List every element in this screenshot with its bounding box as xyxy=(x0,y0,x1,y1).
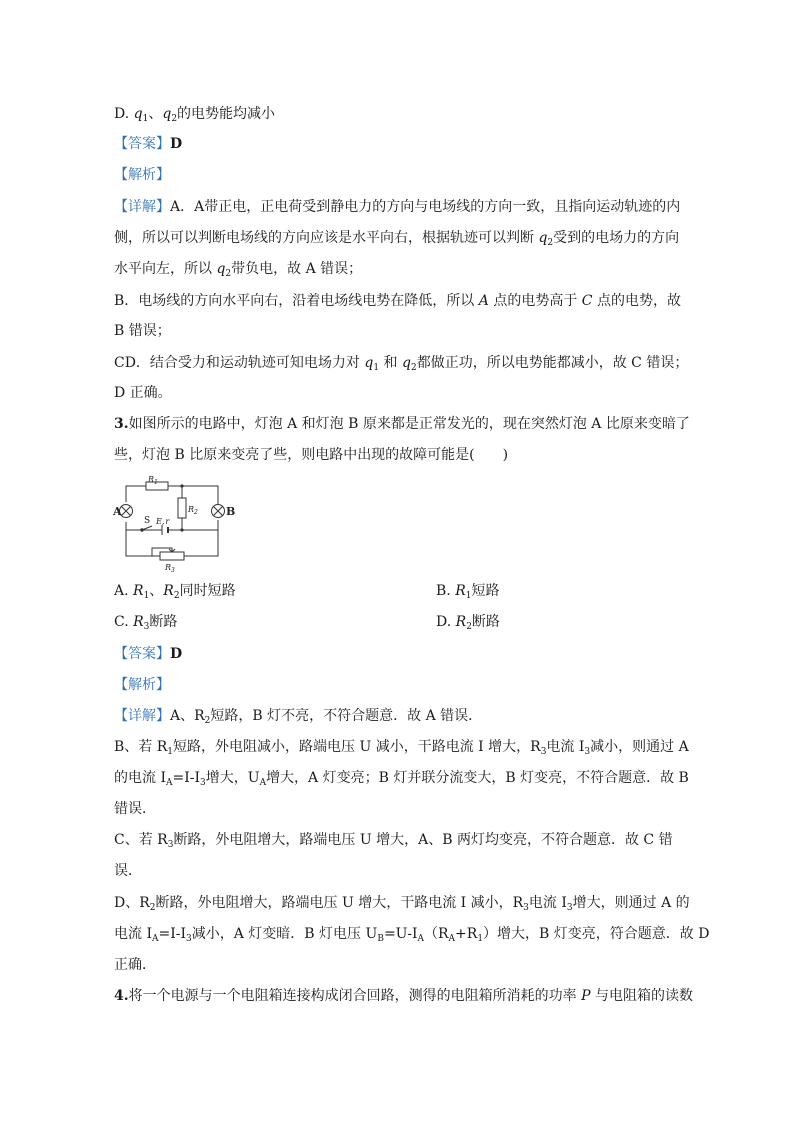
subscript: 2 xyxy=(204,716,211,726)
text: +R xyxy=(455,926,478,942)
label-r2: $R_2$ xyxy=(188,505,198,516)
text: =I-I xyxy=(158,926,187,942)
text: 、 xyxy=(149,583,164,599)
subscript: A xyxy=(448,934,456,944)
answer-value: D xyxy=(170,646,183,662)
subscript: 2 xyxy=(547,238,554,248)
text: =U-I xyxy=(383,926,418,942)
explanation-line xyxy=(114,259,694,279)
analysis-tag: 【解析】 xyxy=(114,677,170,693)
text: （R xyxy=(423,926,449,942)
subscript: 2 xyxy=(171,114,178,124)
battery-icon xyxy=(162,525,168,535)
text: =I-I xyxy=(172,770,201,786)
subscript: 3 xyxy=(186,934,192,944)
subscript: 1 xyxy=(477,934,484,944)
subscript: 2 xyxy=(410,363,417,373)
explanation-line xyxy=(114,893,694,913)
symbol: q xyxy=(364,355,374,371)
subscript: A xyxy=(165,778,173,788)
answer-tag: 【答案】 xyxy=(114,646,170,662)
label-r3: $R_3$ xyxy=(165,563,175,572)
explanation-line xyxy=(114,353,694,373)
subscript: 1 xyxy=(167,747,174,757)
subscript: 3 xyxy=(584,747,591,757)
text: 、 xyxy=(148,106,163,122)
text: D. xyxy=(114,106,134,122)
explanation-line xyxy=(114,768,694,788)
text: 误． xyxy=(114,863,142,879)
subscript: 3 xyxy=(566,903,573,913)
explanation-line xyxy=(114,291,694,311)
explanation-line xyxy=(114,321,694,341)
detail-tag: 【详解】 xyxy=(114,708,170,724)
question-3-stem xyxy=(114,414,694,434)
text: B．电场线的方向水平向右，沿着电场线电势在降低，所以 xyxy=(114,293,479,309)
text: 点的电势高于 xyxy=(488,293,582,309)
subscript: 2 xyxy=(466,622,472,632)
subscript: 1 xyxy=(143,591,150,601)
text: 如图所示的电路中，灯泡 A 和灯泡 B 原来都是正常发光的，现在突然灯泡 A 比原来变暗了 xyxy=(128,416,690,432)
question-3-stem xyxy=(114,445,694,465)
analysis-heading xyxy=(114,675,694,695)
text: B. xyxy=(436,583,456,599)
answer-value: D xyxy=(170,136,183,152)
option-d xyxy=(436,612,500,632)
text: A．A带正电，正电荷受到静电力的方向与电场线的方向一致，且指向运动轨迹的内 xyxy=(170,199,681,215)
symbol: R xyxy=(455,583,466,599)
detail-tag: 【详解】 xyxy=(114,199,170,215)
answer-tag: 【答案】 xyxy=(114,136,170,152)
text: C. xyxy=(114,614,134,630)
text: 错误． xyxy=(114,801,156,817)
text: 短路 xyxy=(471,583,500,599)
question-4-stem xyxy=(114,986,694,1006)
subscript: 1 xyxy=(373,363,380,373)
text: CD．结合受力和运动轨迹可知电场力对 xyxy=(114,355,365,371)
text: 断路，外电阻增大，路端电压 U 增大，干路电流 I 减小，R xyxy=(155,895,524,911)
symbol: q xyxy=(402,355,411,371)
label-b: B xyxy=(226,505,236,518)
text: B 错误； xyxy=(114,323,171,339)
text: 带负电，故 A 错误； xyxy=(231,261,363,277)
subscript: 3 xyxy=(523,903,529,913)
symbol: P xyxy=(581,988,591,1004)
explanation-line xyxy=(114,955,694,975)
subscript: 2 xyxy=(225,269,232,279)
text: D 正确。 xyxy=(114,385,172,401)
subscript: 1 xyxy=(142,114,149,124)
text: 断路，外电阻增大，路端电压 U 增大，A、B 两灯均变亮，不符合题意．故 C 错 xyxy=(173,832,673,848)
text: 断路 xyxy=(149,614,178,630)
text: 都做正功，所以电势能都减小，故 C 错误； xyxy=(416,355,689,371)
answer-line xyxy=(114,644,694,664)
analysis-tag: 【解析】 xyxy=(114,167,170,183)
text: 电流 I xyxy=(114,926,152,942)
circuit-diagram xyxy=(112,474,246,572)
symbol: q xyxy=(162,106,172,122)
r2-resistor xyxy=(178,498,186,518)
text: 断路 xyxy=(471,614,500,630)
subscript: 3 xyxy=(540,747,547,757)
symbol: R xyxy=(455,614,467,630)
text: 的电势能均减小 xyxy=(177,106,276,122)
text: 点的电势，故 xyxy=(592,293,681,309)
symbol: R xyxy=(133,583,144,599)
option-a xyxy=(114,581,236,601)
explanation-line xyxy=(114,706,694,726)
top-wire xyxy=(126,486,218,506)
text: 增大，则通过 A 的 xyxy=(572,895,690,911)
explanation-line xyxy=(114,197,694,217)
text: 减小，A 灯变暗．B 灯电压 U xyxy=(191,926,378,942)
explanation-line xyxy=(114,737,694,757)
text: 将一个电源与一个电阻箱连接构成闭合回路，测得的电阻箱所消耗的功率 xyxy=(128,988,582,1004)
r3-rheostat xyxy=(152,548,184,560)
text: 受到的电场力的方向 xyxy=(553,230,680,246)
symbol: q xyxy=(216,261,226,277)
text: D、R xyxy=(114,895,150,911)
text: A、R xyxy=(170,708,205,724)
explanation-line xyxy=(114,228,694,248)
label-r1: $R_1$ xyxy=(148,475,158,486)
text: ）增大，B 灯变亮，符合题意．故 D xyxy=(483,926,710,942)
symbol: A xyxy=(478,293,489,309)
lamp-b-icon xyxy=(212,505,225,518)
explanation-line xyxy=(114,830,694,850)
symbol: q xyxy=(538,230,548,246)
text: 些，灯泡 B 比原来变亮了些，则电路中出现的故障可能是( ) xyxy=(114,447,509,463)
text: 侧，所以可以判断电场线的方向应该是水平向右，根据轨迹可以判断 xyxy=(114,230,539,246)
text: D. xyxy=(436,614,456,630)
text: A. xyxy=(114,583,134,599)
symbol: R xyxy=(133,614,144,630)
question-number: 4. xyxy=(114,988,129,1004)
subscript: 2 xyxy=(149,903,156,913)
text: C、若 R xyxy=(114,832,168,848)
text: 短路，B 灯不亮，不符合题意．故 A 错误． xyxy=(210,708,483,724)
explanation-line xyxy=(114,924,710,944)
text: 水平向左，所以 xyxy=(114,261,217,277)
text: 同时短路 xyxy=(179,583,236,599)
subscript: 2 xyxy=(173,591,180,601)
subscript: A xyxy=(417,934,424,944)
text: 减小，则通过 A xyxy=(590,739,689,755)
text: 电流 I xyxy=(546,739,585,755)
option-c xyxy=(114,612,177,632)
text: 和 xyxy=(379,355,402,371)
text: 的电流 I xyxy=(114,770,166,786)
subscript: 3 xyxy=(200,778,206,788)
label-e-r: E,r xyxy=(156,517,170,526)
text: 正确． xyxy=(114,957,156,973)
subscript: 3 xyxy=(167,840,174,850)
answer-line xyxy=(114,134,694,154)
label-a: A xyxy=(113,505,122,518)
junction-dot xyxy=(180,484,183,487)
explanation-line xyxy=(114,861,694,881)
symbol: R xyxy=(163,583,174,599)
text: B、若 R xyxy=(114,739,168,755)
symbol: q xyxy=(133,106,143,122)
text: 短路，外电阻减小，路端电压 U 减小，干路电流 I 增大，R xyxy=(173,739,541,755)
text: 与电阻箱的读数 xyxy=(590,988,693,1004)
text: 电流 I xyxy=(528,895,567,911)
question-number: 3. xyxy=(114,416,129,432)
explanation-line xyxy=(114,383,694,403)
text: 增大，A 灯变亮；B 灯并联分流变大，B 灯变亮，不符合题意．故 B xyxy=(266,770,689,786)
subscript: 3 xyxy=(143,622,150,632)
option-b xyxy=(436,581,499,601)
explanation-line xyxy=(114,799,694,819)
subscript: A xyxy=(259,778,267,788)
subscript: 1 xyxy=(465,591,472,601)
label-s: S xyxy=(144,516,151,526)
text: 增大，U xyxy=(205,770,260,786)
option-d-previous-question xyxy=(114,104,694,124)
junction-dot xyxy=(180,528,183,531)
symbol: C xyxy=(581,293,593,309)
subscript: B xyxy=(377,934,384,944)
analysis-heading xyxy=(114,165,694,185)
subscript: A xyxy=(151,934,159,944)
